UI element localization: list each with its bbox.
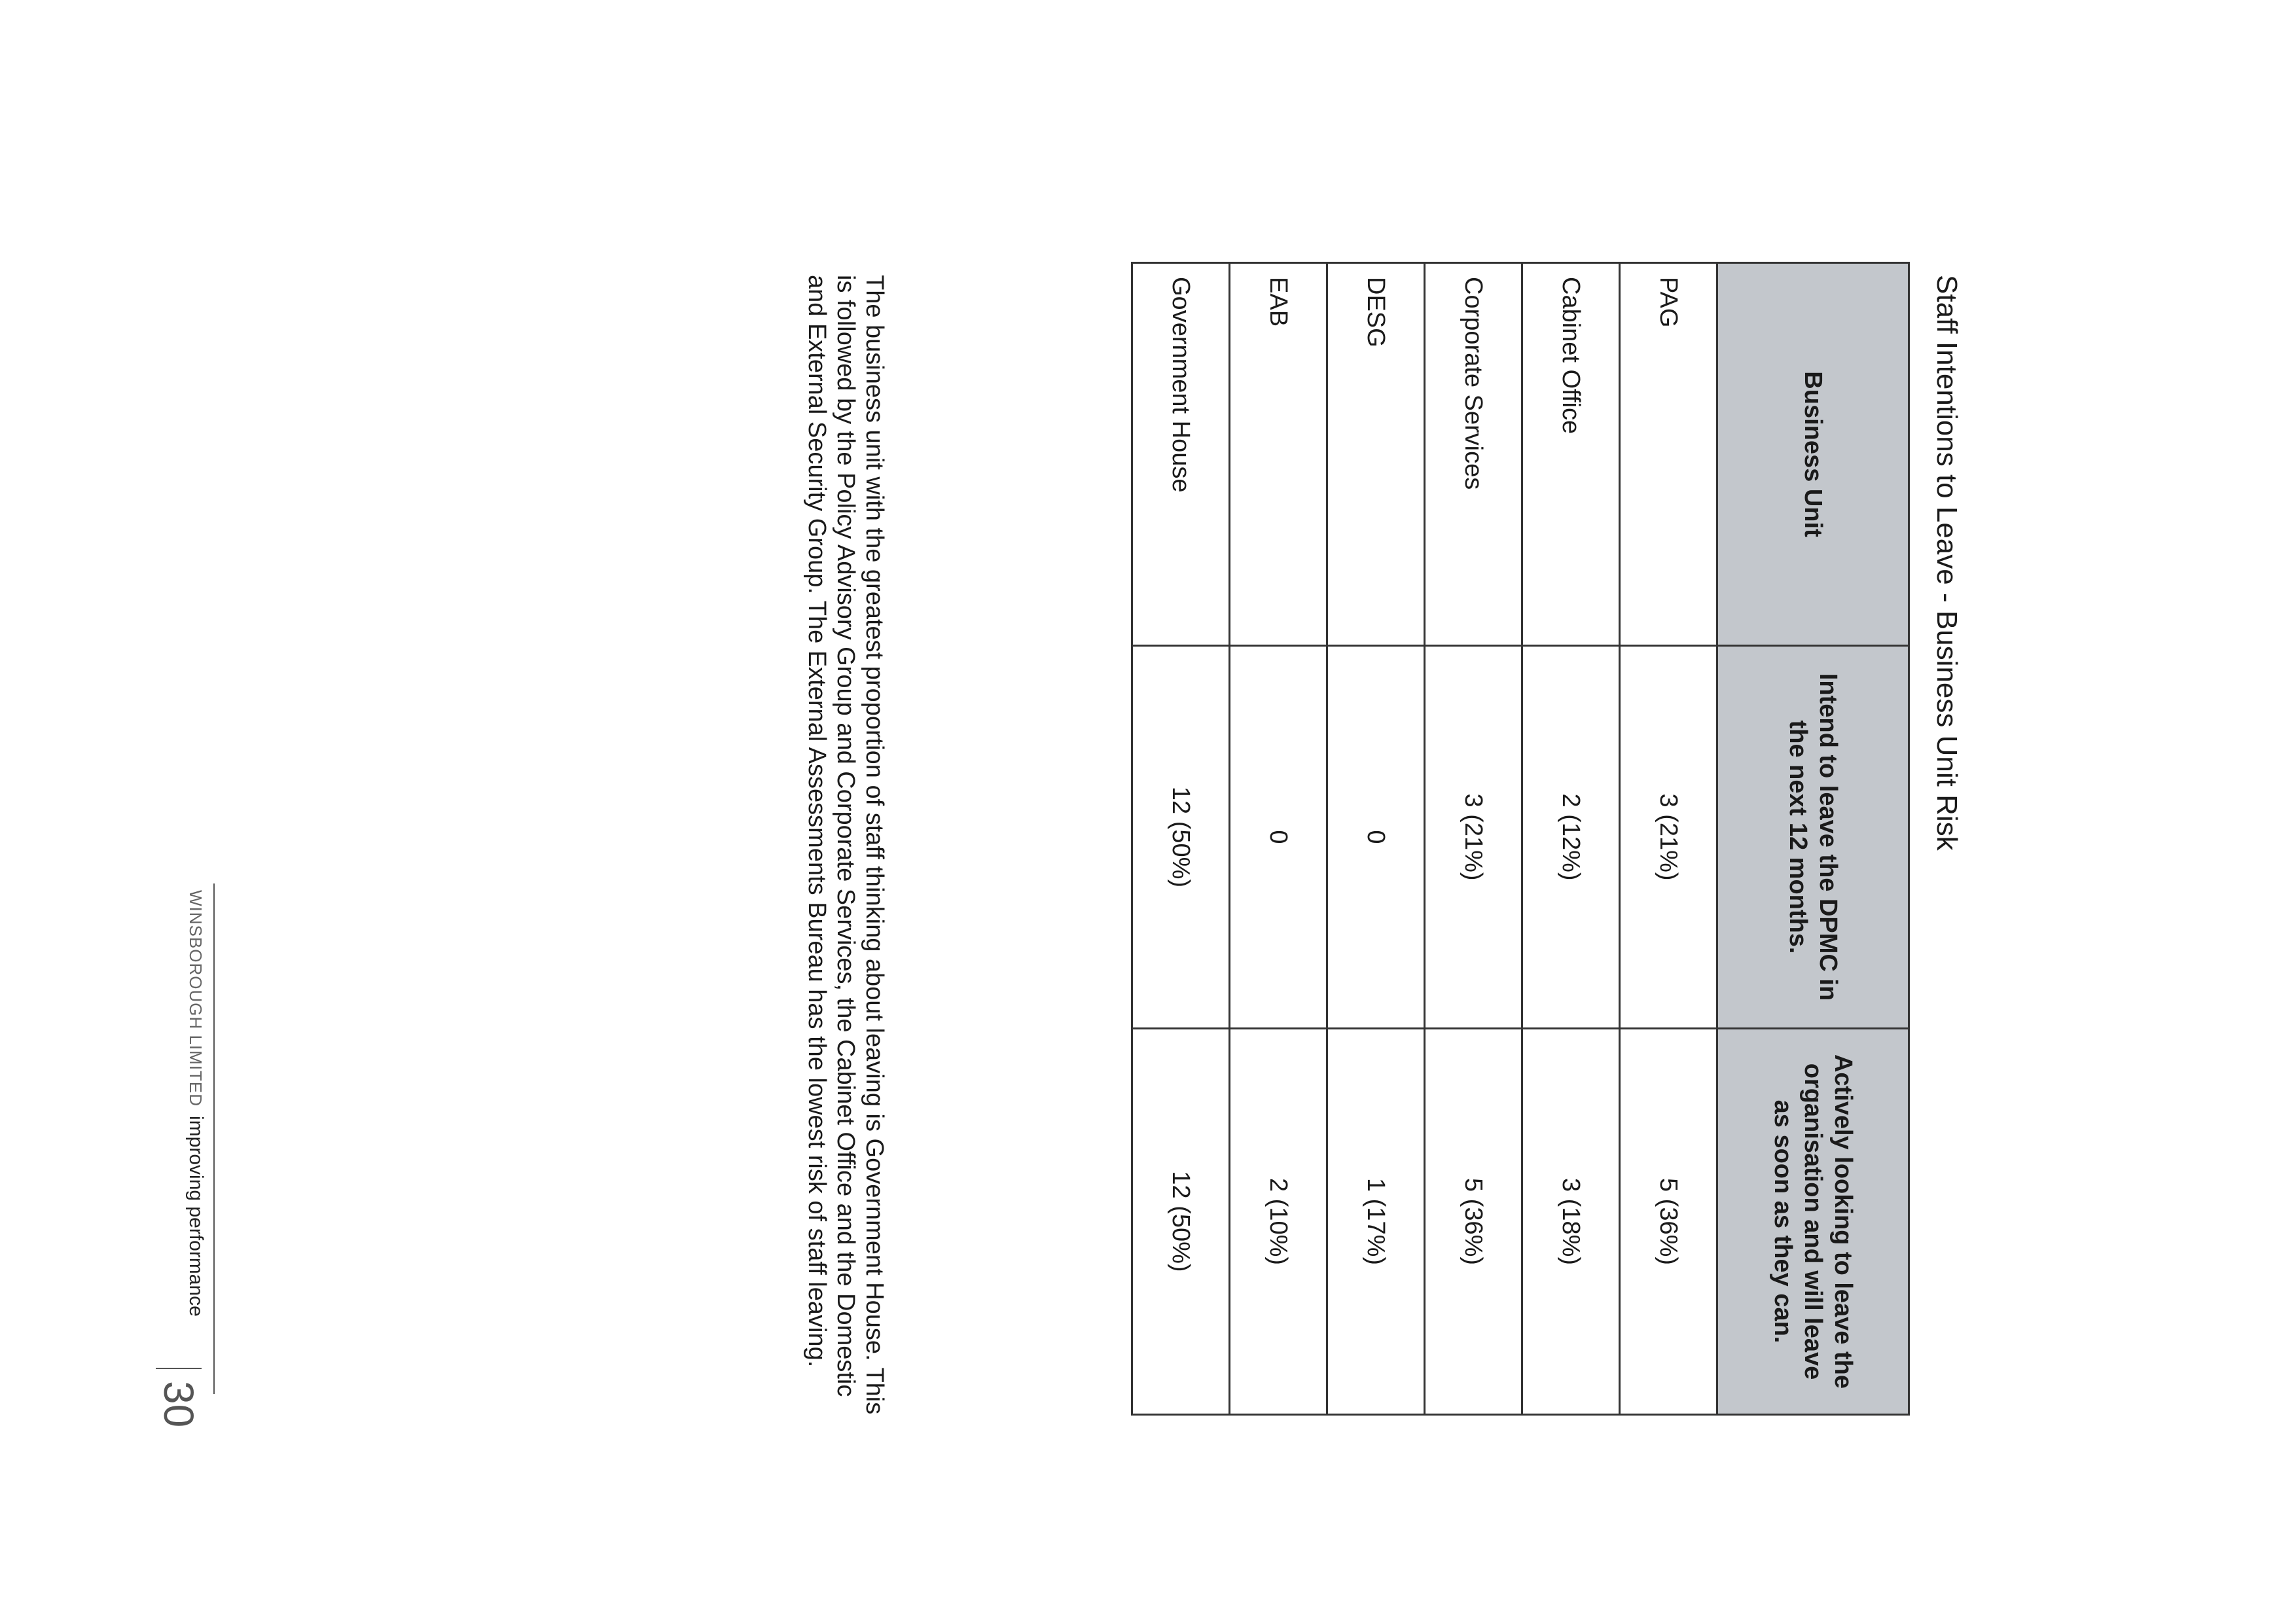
cell-intend: 0 — [1327, 646, 1425, 1029]
cell-intend: 12 (50%) — [1132, 646, 1230, 1029]
table-row — [1327, 263, 1425, 1415]
table-header-row — [1717, 263, 1909, 1415]
table-row — [1620, 263, 1717, 1415]
table-row — [1425, 263, 1522, 1415]
cell-unit: Corporate Services — [1425, 263, 1522, 646]
cell-unit: PAG — [1620, 263, 1717, 646]
header-actively-looking: Actively looking to leave the organisation and will leave as soon as they can. — [1717, 1029, 1909, 1415]
cell-intend: 3 (21%) — [1620, 646, 1717, 1029]
page-footer — [141, 883, 215, 1428]
page-title: Staff Intentions to Leave - Business Unit Risk — [1930, 275, 1963, 851]
cell-active: 3 (18%) — [1522, 1029, 1620, 1415]
cell-unit: DESG — [1327, 263, 1425, 646]
cell-unit: EAB — [1230, 263, 1327, 646]
company-name: WINSBOROUGH LIMITED — [186, 890, 206, 1107]
header-business-unit: Business Unit — [1717, 263, 1909, 646]
cell-intend: 2 (12%) — [1522, 646, 1620, 1029]
cell-active: 12 (50%) — [1132, 1029, 1230, 1415]
risk-table — [1131, 262, 1910, 1416]
cell-unit: Government House — [1132, 263, 1230, 646]
cell-active: 1 (17%) — [1327, 1029, 1425, 1415]
cell-intend: 0 — [1230, 646, 1327, 1029]
company-tagline: improving performance — [185, 1116, 207, 1317]
cell-active: 5 (36%) — [1620, 1029, 1717, 1415]
cell-unit: Cabinet Office — [1522, 263, 1620, 646]
header-intend-to-leave: Intend to leave the DPMC in the next 12 months. — [1717, 646, 1909, 1029]
cell-intend: 3 (21%) — [1425, 646, 1522, 1029]
cell-active: 5 (36%) — [1425, 1029, 1522, 1415]
page-number: 30 — [156, 1368, 202, 1427]
table-row — [1230, 263, 1327, 1415]
footer-brand — [185, 890, 207, 1317]
summary-paragraph: The business unit with the greatest proportion of staff thinking about leaving is Government House. This is followed by the Policy Advisory Group and Corporate Services, the Cabinet Office and the Domestic and External Security Group. The External Assessments Bureau has the lowest risk of staff leaving. — [803, 275, 888, 1415]
table-row — [1522, 263, 1620, 1415]
table-row — [1132, 263, 1230, 1415]
cell-active: 2 (10%) — [1230, 1029, 1327, 1415]
